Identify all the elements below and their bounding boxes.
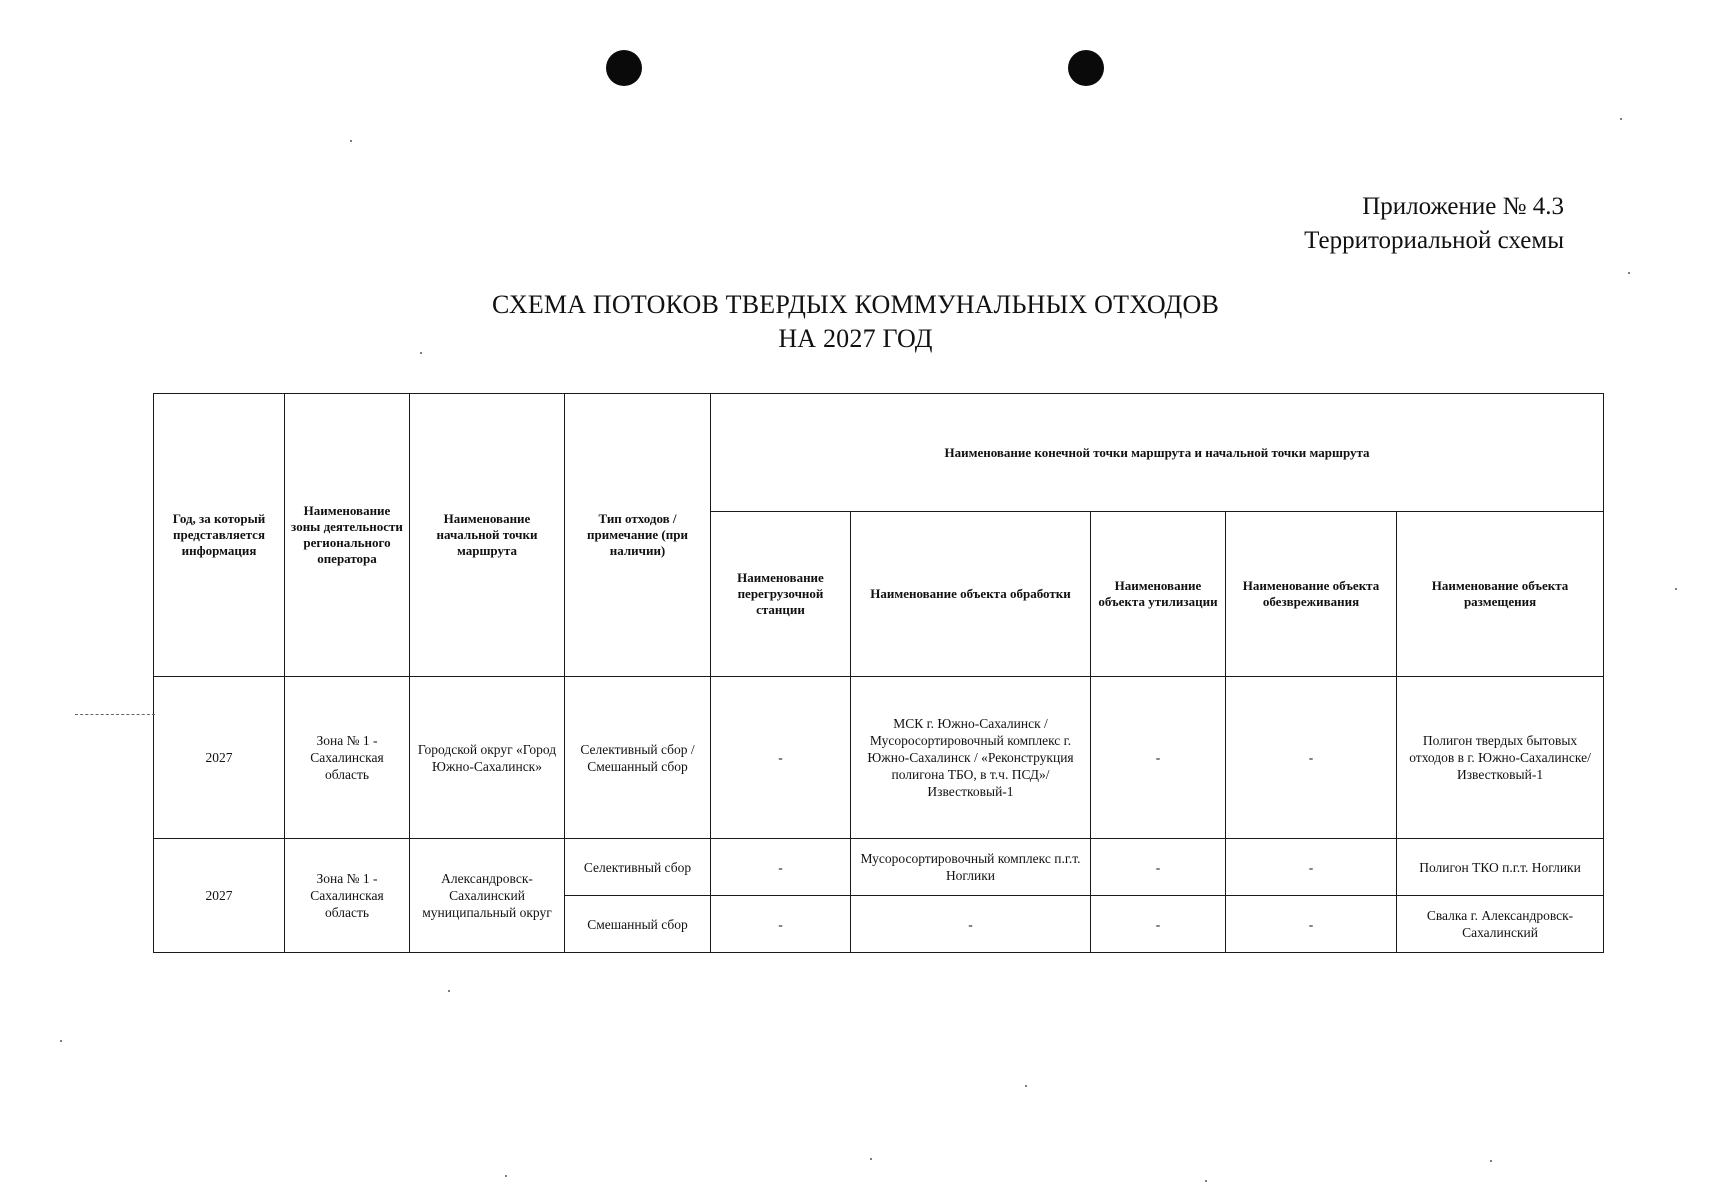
cell-transfer-station: - xyxy=(711,896,851,953)
cell-waste-type: Селективный сбор xyxy=(565,839,711,896)
scan-speck xyxy=(505,1175,507,1177)
title-line-2: НА 2027 ГОД xyxy=(778,324,933,353)
scan-speck xyxy=(60,1040,62,1042)
cell-year: 2027 xyxy=(154,839,285,953)
cell-utilization: - xyxy=(1091,839,1226,896)
appendix-number: Приложение № 4.3 xyxy=(1362,193,1564,220)
cell-transfer-station: - xyxy=(711,839,851,896)
punch-hole-left xyxy=(606,50,642,86)
cell-neutralization: - xyxy=(1226,896,1397,953)
cell-transfer-station: - xyxy=(711,677,851,839)
cell-disposal: Полигон ТКО п.г.т. Ноглики xyxy=(1397,839,1604,896)
cell-year: 2027 xyxy=(154,677,285,839)
cell-zone: Зона № 1 - Сахалинская область xyxy=(285,677,410,839)
cell-disposal: Свалка г. Александровск-Сахалинский xyxy=(1397,896,1604,953)
scan-speck xyxy=(1025,1085,1027,1087)
scan-speck xyxy=(1205,1180,1207,1182)
cell-disposal: Полигон твердых бытовых отходов в г. Южно-Сахалинске/Известковый-1 xyxy=(1397,677,1604,839)
scan-speck xyxy=(420,352,422,354)
cell-waste-type: Селективный сбор / Смешанный сбор xyxy=(565,677,711,839)
scan-speck xyxy=(448,990,450,992)
cell-neutralization: - xyxy=(1226,677,1397,839)
header-utilization: Наименование объекта утилизации xyxy=(1091,512,1226,677)
scan-speck xyxy=(1628,272,1630,274)
cell-start-point: Александровск-Сахалинский муниципальный округ xyxy=(410,839,565,953)
scan-speck xyxy=(350,140,352,142)
title-line-1: СХЕМА ПОТОКОВ ТВЕРДЫХ КОММУНАЛЬНЫХ ОТХОДОВ xyxy=(491,290,1219,319)
header-row-1 xyxy=(154,394,1604,512)
header-start-point: Наименование начальной точки маршрута xyxy=(410,394,565,677)
cell-neutralization: - xyxy=(1226,839,1397,896)
header-transfer-station: Наименование перегрузочной станции xyxy=(711,512,851,677)
header-route-group: Наименование конечной точки маршрута и начальной точки маршрута xyxy=(711,394,1604,512)
table-row xyxy=(154,839,1604,896)
cell-processing: Мусоросортировочный комплекс п.г.т. Ноглики xyxy=(851,839,1091,896)
header-zone: Наименование зоны деятельности регионального оператора xyxy=(285,394,410,677)
waste-flow-table-wrapper xyxy=(153,393,1603,953)
header-neutralization: Наименование объекта обезвреживания xyxy=(1226,512,1397,677)
cell-utilization: - xyxy=(1091,896,1226,953)
appendix-header xyxy=(1304,190,1564,258)
header-disposal: Наименование объекта размещения xyxy=(1397,512,1604,677)
cell-zone: Зона № 1 - Сахалинская область xyxy=(285,839,410,953)
cell-processing: МСК г. Южно-Сахалинск / Мусоросортировочный комплекс г. Южно-Сахалинск / «Реконструкция полигона ТБО, в т.ч. ПСД»/Известковый-1 xyxy=(851,677,1091,839)
scan-speck xyxy=(870,1158,872,1160)
cell-waste-type: Смешанный сбор xyxy=(565,896,711,953)
cell-start-point: Городской округ «Город Южно-Сахалинск» xyxy=(410,677,565,839)
cell-utilization: - xyxy=(1091,677,1226,839)
appendix-scheme: Территориальной схемы xyxy=(1304,227,1564,254)
waste-flow-table xyxy=(153,393,1604,953)
scan-speck xyxy=(1620,118,1622,120)
scan-speck xyxy=(1490,1160,1492,1162)
cell-processing: - xyxy=(851,896,1091,953)
document-title xyxy=(0,288,1711,356)
scan-speck xyxy=(1675,588,1677,590)
header-year: Год, за который представляется информация xyxy=(154,394,285,677)
header-waste-type: Тип отходов / примечание (при наличии) xyxy=(565,394,711,677)
scan-artifact-line xyxy=(75,714,155,716)
punch-hole-right xyxy=(1068,50,1104,86)
table-row xyxy=(154,677,1604,839)
header-processing: Наименование объекта обработки xyxy=(851,512,1091,677)
